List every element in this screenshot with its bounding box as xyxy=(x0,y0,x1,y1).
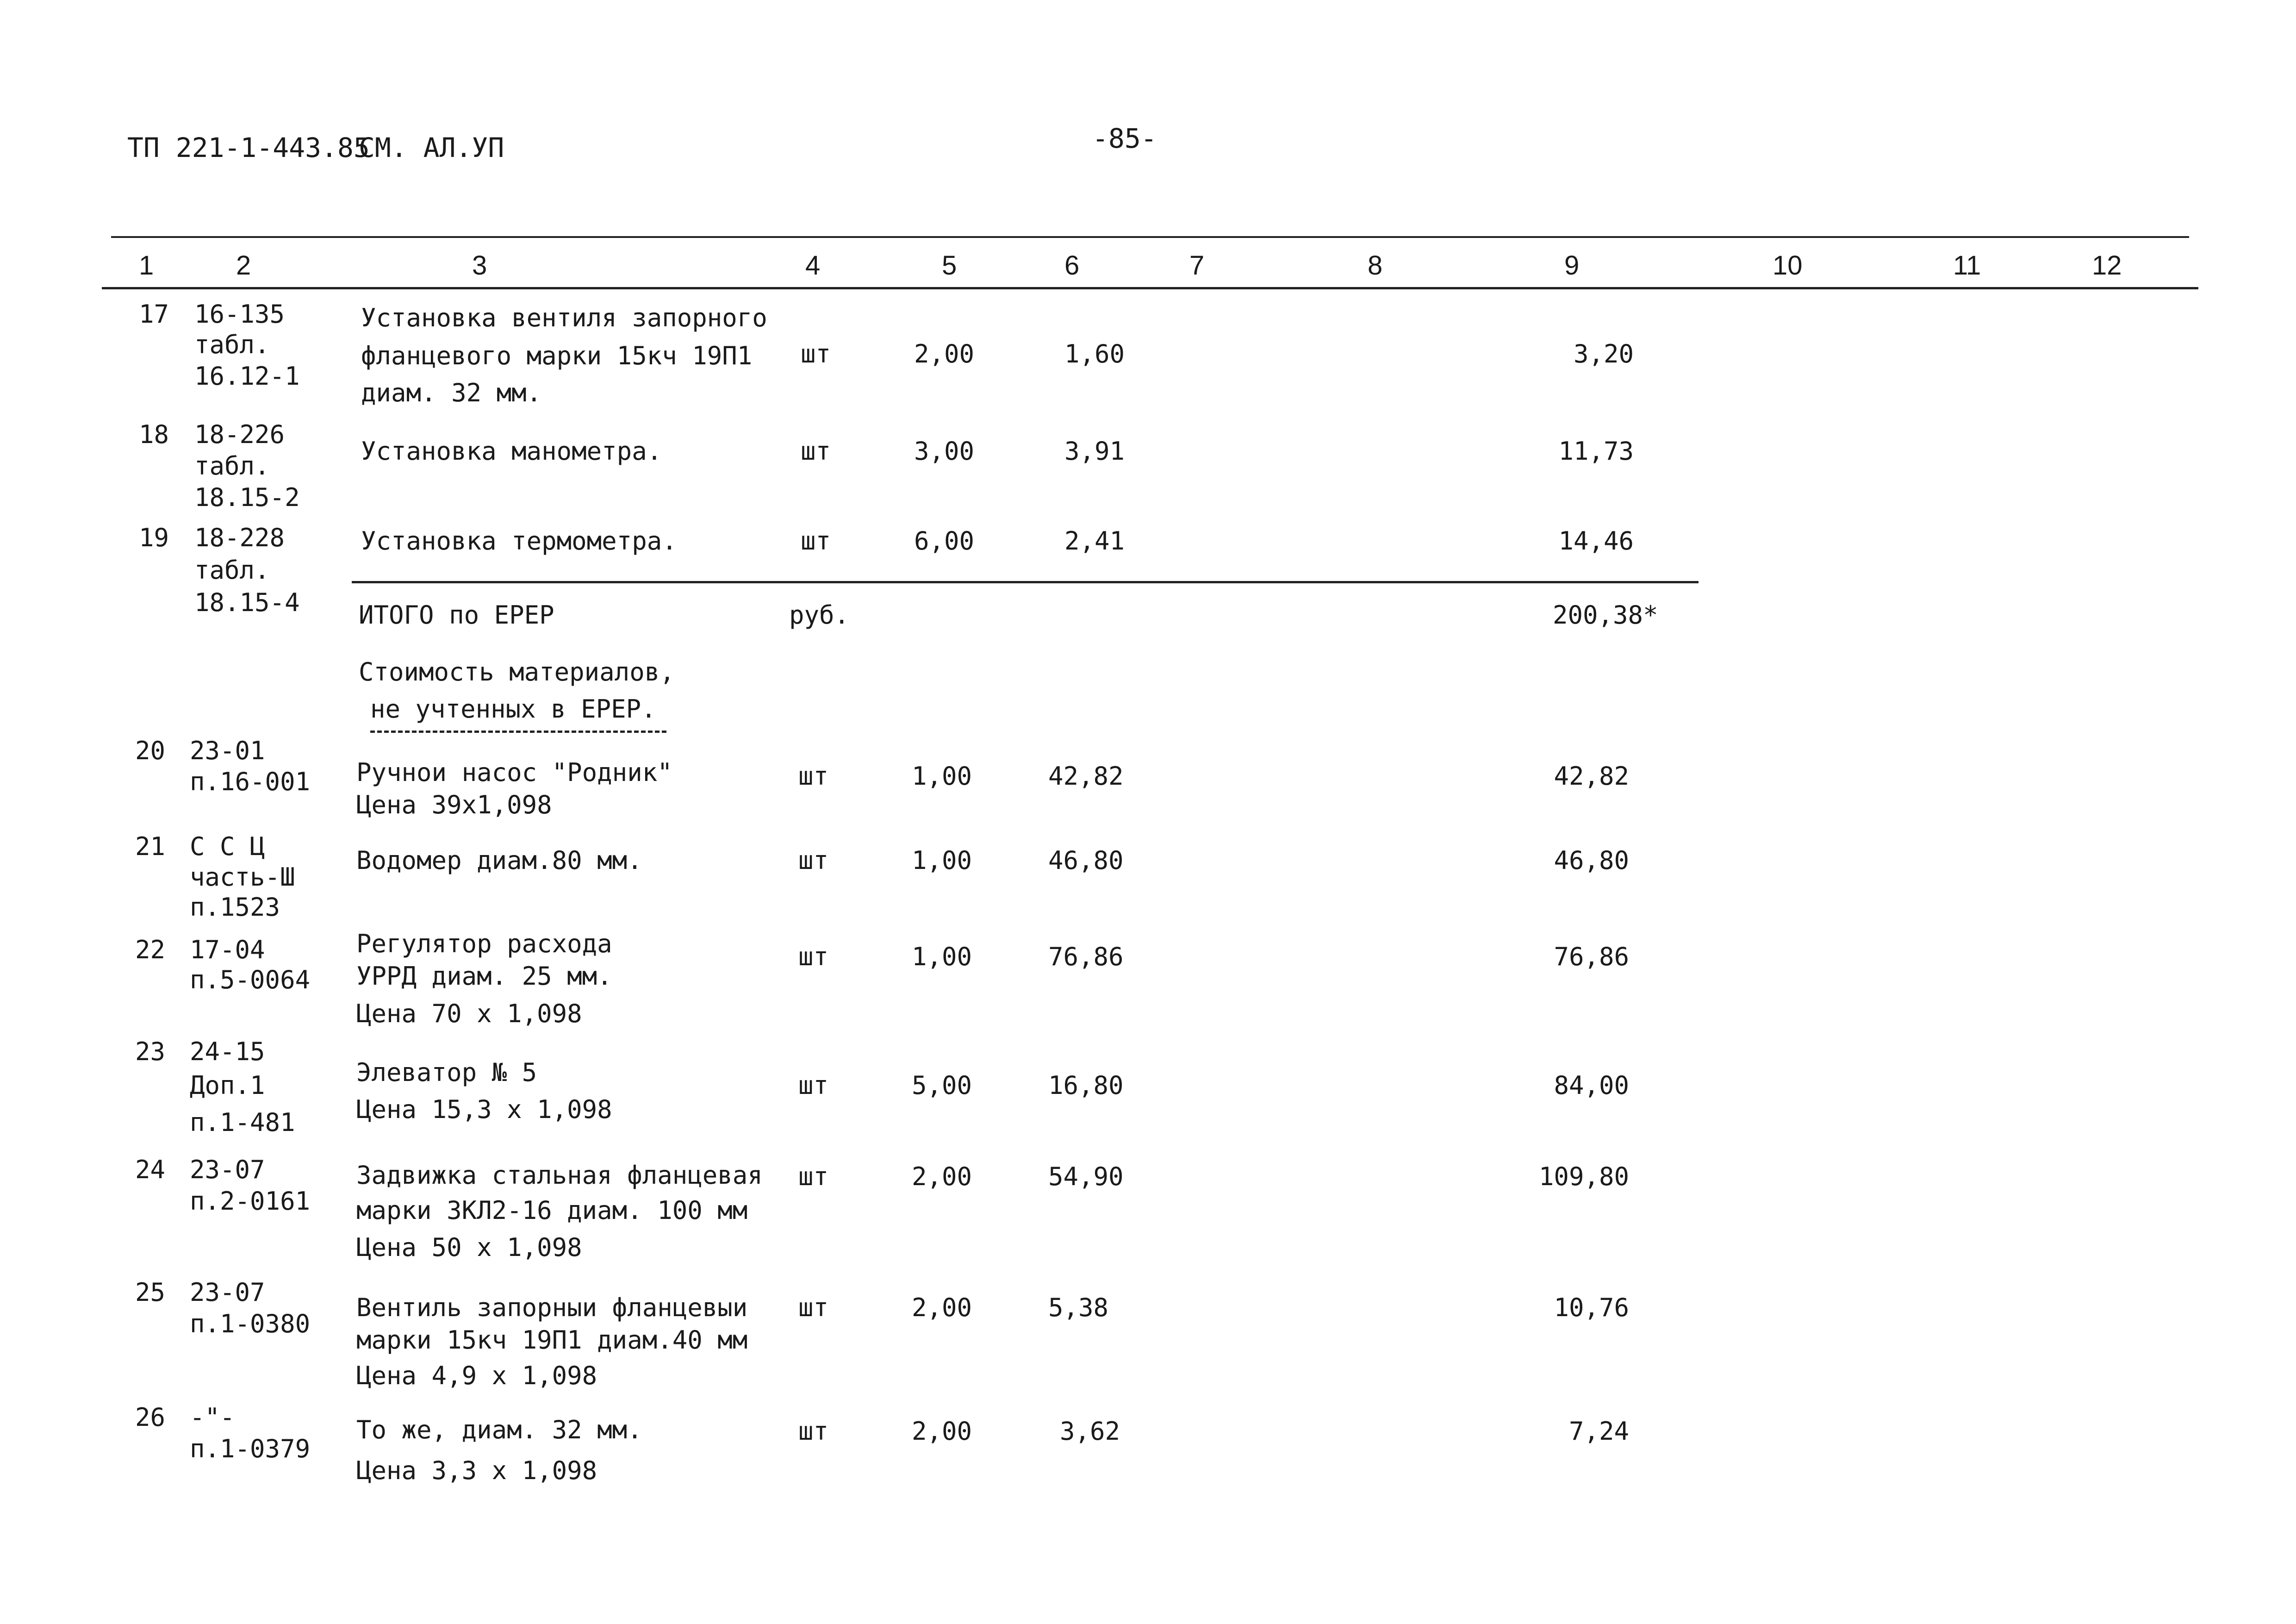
row-description: То же, диам. 32 мм. xyxy=(356,1415,642,1444)
column-number: 8 xyxy=(1368,250,1383,281)
row-total: 42,82 xyxy=(1554,762,1629,791)
row-quantity: 5,00 xyxy=(912,1071,972,1100)
row-unit-price: 76,86 xyxy=(1048,942,1124,971)
row-description: Водомер диам.80 мм. xyxy=(356,846,642,875)
row-reference: п.5-0064 xyxy=(190,965,311,994)
row-total: 76,86 xyxy=(1554,942,1629,971)
row-quantity: 3,00 xyxy=(914,437,975,466)
row-description: Цена 50 х 1,098 xyxy=(356,1233,582,1262)
column-number: 2 xyxy=(236,250,251,281)
row-unit: шт xyxy=(798,1071,829,1100)
row-reference: 23-01 xyxy=(190,736,265,765)
row-unit: шт xyxy=(798,1293,829,1322)
subtotal-unit: руб. xyxy=(789,600,850,630)
row-unit-price: 3,62 xyxy=(1060,1417,1120,1446)
row-quantity: 2,00 xyxy=(912,1293,972,1322)
row-unit: шт xyxy=(801,437,831,466)
row-reference: табл. xyxy=(194,556,270,585)
document-code: ТП 221-1-443.85 xyxy=(127,132,370,163)
row-number: 20 xyxy=(135,736,166,765)
header-top-rule xyxy=(111,236,2189,238)
column-number: 4 xyxy=(805,250,821,281)
row-description: Задвижка стальная фланцевая xyxy=(356,1161,763,1190)
row-total: 7,24 xyxy=(1568,1417,1629,1446)
row-description: Установка вентиля запорного xyxy=(361,303,767,332)
row-reference: 17-04 xyxy=(190,935,265,964)
row-unit: шт xyxy=(798,762,829,791)
row-reference: п.2-0161 xyxy=(190,1187,311,1216)
page-number: -85- xyxy=(1092,123,1157,154)
row-reference: 24-15 xyxy=(190,1037,265,1066)
row-unit-price: 16,80 xyxy=(1048,1071,1124,1100)
row-reference: С С Ц xyxy=(190,832,265,861)
row-description: марки 15кч 19П1 диам.40 мм xyxy=(356,1325,748,1355)
row-description: Цена 4,9 х 1,098 xyxy=(356,1361,597,1390)
row-description: Ручнои насос "Родник" xyxy=(356,758,672,787)
column-number: 1 xyxy=(139,250,154,281)
row-unit-price: 1,60 xyxy=(1064,339,1125,369)
row-reference: п.1-481 xyxy=(190,1108,295,1137)
row-unit: шт xyxy=(798,1162,829,1191)
row-description: УРРД диам. 25 мм. xyxy=(356,962,612,991)
album-reference: СМ. АЛ.УП xyxy=(359,132,504,163)
materials-heading-underline xyxy=(370,731,666,733)
row-reference: 16.12-1 xyxy=(194,362,300,391)
row-unit: шт xyxy=(798,942,829,971)
row-description: марки 3КЛ2-16 диам. 100 мм xyxy=(356,1196,748,1225)
row-reference: 16-135 xyxy=(194,300,285,329)
row-number: 23 xyxy=(135,1037,166,1066)
row-unit: шт xyxy=(801,526,831,556)
row-unit-price: 46,80 xyxy=(1048,846,1124,875)
row-reference: табл. xyxy=(194,330,270,359)
column-number: 12 xyxy=(2092,250,2122,281)
row-total: 11,73 xyxy=(1558,437,1634,466)
row-number: 19 xyxy=(139,523,169,552)
subtotal-total: 200,38* xyxy=(1553,600,1658,630)
row-description: фланцевого марки 15кч 19П1 xyxy=(361,341,753,370)
row-number: 18 xyxy=(139,420,169,449)
row-description: Регулятор расхода xyxy=(356,929,612,958)
row-quantity: 2,00 xyxy=(914,339,975,369)
column-number: 3 xyxy=(472,250,487,281)
row-unit: шт xyxy=(798,1417,829,1446)
row-total: 10,76 xyxy=(1554,1293,1629,1322)
materials-heading: Стоимость материалов, xyxy=(359,657,675,687)
subtotal-rule xyxy=(352,581,1699,583)
row-total: 14,46 xyxy=(1558,526,1634,556)
row-reference: 18-226 xyxy=(194,420,285,449)
column-number: 10 xyxy=(1773,250,1803,281)
row-reference: 23-07 xyxy=(190,1278,265,1307)
row-quantity: 2,00 xyxy=(912,1417,972,1446)
row-total: 84,00 xyxy=(1554,1071,1629,1100)
row-description: Вентиль запорныи фланцевыи xyxy=(356,1293,748,1322)
subtotal-label: ИТОГО по ЕРЕР xyxy=(359,600,554,630)
materials-heading: не учтенных в ЕРЕР. xyxy=(370,694,656,724)
row-quantity: 1,00 xyxy=(912,942,972,971)
row-reference: часть-Ш xyxy=(190,862,295,892)
row-reference: табл. xyxy=(194,451,270,481)
row-description: Цена 39х1,098 xyxy=(356,790,552,819)
row-reference: п.1-0380 xyxy=(190,1309,311,1338)
row-number: 22 xyxy=(135,935,166,964)
header-bottom-rule xyxy=(102,287,2198,289)
column-number: 7 xyxy=(1189,250,1205,281)
row-reference: -"- xyxy=(190,1403,235,1432)
row-unit-price: 3,91 xyxy=(1064,437,1125,466)
row-description: Установка манометра. xyxy=(361,437,662,466)
row-reference: 23-07 xyxy=(190,1155,265,1184)
row-description: Установка термометра. xyxy=(361,526,677,556)
row-reference: Доп.1 xyxy=(190,1071,265,1100)
column-number: 9 xyxy=(1564,250,1580,281)
row-quantity: 1,00 xyxy=(912,762,972,791)
row-reference: 18.15-4 xyxy=(194,588,300,617)
row-number: 17 xyxy=(139,300,169,329)
row-reference: п.1-0379 xyxy=(190,1434,311,1463)
row-reference: 18.15-2 xyxy=(194,483,300,512)
row-unit: шт xyxy=(801,339,831,369)
row-total: 46,80 xyxy=(1554,846,1629,875)
row-total: 3,20 xyxy=(1573,339,1634,369)
row-quantity: 1,00 xyxy=(912,846,972,875)
row-reference: 18-228 xyxy=(194,523,285,552)
row-description: Элеватор № 5 xyxy=(356,1058,537,1087)
column-number: 6 xyxy=(1064,250,1080,281)
row-quantity: 2,00 xyxy=(912,1162,972,1191)
row-reference: п.1523 xyxy=(190,893,280,922)
row-total: 109,80 xyxy=(1538,1162,1629,1191)
row-number: 26 xyxy=(135,1403,166,1432)
row-unit-price: 42,82 xyxy=(1048,762,1124,791)
row-description: Цена 70 х 1,098 xyxy=(356,999,582,1028)
column-number: 5 xyxy=(942,250,957,281)
row-number: 24 xyxy=(135,1155,166,1184)
column-number: 11 xyxy=(1953,250,1981,281)
row-description: Цена 15,3 х 1,098 xyxy=(356,1095,612,1124)
row-unit-price: 2,41 xyxy=(1064,526,1125,556)
row-quantity: 6,00 xyxy=(914,526,975,556)
row-unit-price: 54,90 xyxy=(1048,1162,1124,1191)
row-unit-price: 5,38 xyxy=(1048,1293,1109,1322)
row-unit: шт xyxy=(798,846,829,875)
row-number: 25 xyxy=(135,1278,166,1307)
row-reference: п.16-001 xyxy=(190,767,311,796)
row-description: диам. 32 мм. xyxy=(361,378,542,407)
row-number: 21 xyxy=(135,832,166,861)
row-description: Цена 3,3 х 1,098 xyxy=(356,1456,597,1485)
